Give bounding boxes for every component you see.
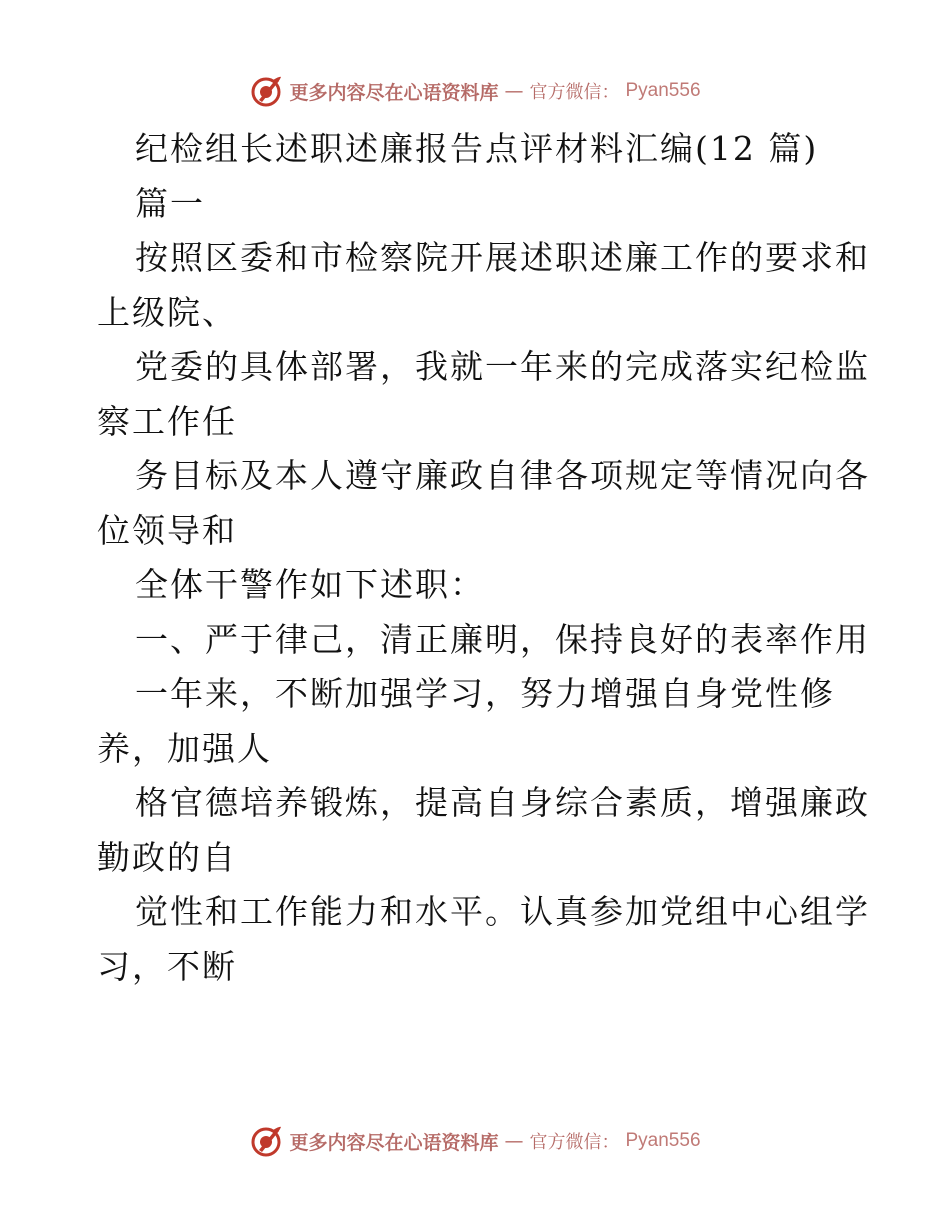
text-line: 养，加强人 [97,728,272,768]
watermark-dash: — [504,1130,524,1152]
document-title: 纪检组长述职述廉报告点评材料汇编(12 篇) [135,129,819,168]
text-line: 习，不断 [97,946,237,986]
text-line: 觉性和工作能力和水平。认真参加党组中心组学 [135,892,870,931]
text-line: 位领导和 [97,510,237,550]
watermark-text: 更多内容尽在心语资料库 [289,81,499,104]
document-body [97,122,870,994]
text-line: 格官德培养锻炼，提高自身综合素质，增强廉政 [135,783,870,822]
text-line: 篇一 [135,183,205,223]
text-line: 察工作任 [97,401,237,441]
watermark-id: Pyan556 [625,80,701,101]
watermark-text: 更多内容尽在心语资料库 [289,1131,499,1154]
watermark-label: 官方微信： [529,1132,620,1153]
text-line: 按照区委和市检察院开展述职述廉工作的要求和 [135,238,870,277]
text-line: 上级院、 [97,292,237,332]
footer-watermark [0,1121,950,1161]
watermark-dash: — [504,80,524,102]
watermark-id: Pyan556 [625,1130,701,1151]
header-watermark [0,71,950,111]
watermark-label: 官方微信： [529,82,620,103]
quill-logo-icon [249,1124,283,1158]
text-line: 全体干警作如下述职： [135,565,485,604]
text-line: 勤政的自 [97,837,237,877]
quill-logo-icon [249,74,283,108]
text-line: 务目标及本人遵守廉政自律各项规定等情况向各 [135,456,870,495]
document-paragraphs [97,177,870,995]
text-line: 一、严于律己，清正廉明，保持良好的表率作用 [135,619,870,659]
text-line: 党委的具体部署，我就一年来的完成落实纪检监 [135,347,870,386]
text-line: 一年来，不断加强学习，努力增强自身党性修 [135,674,835,713]
